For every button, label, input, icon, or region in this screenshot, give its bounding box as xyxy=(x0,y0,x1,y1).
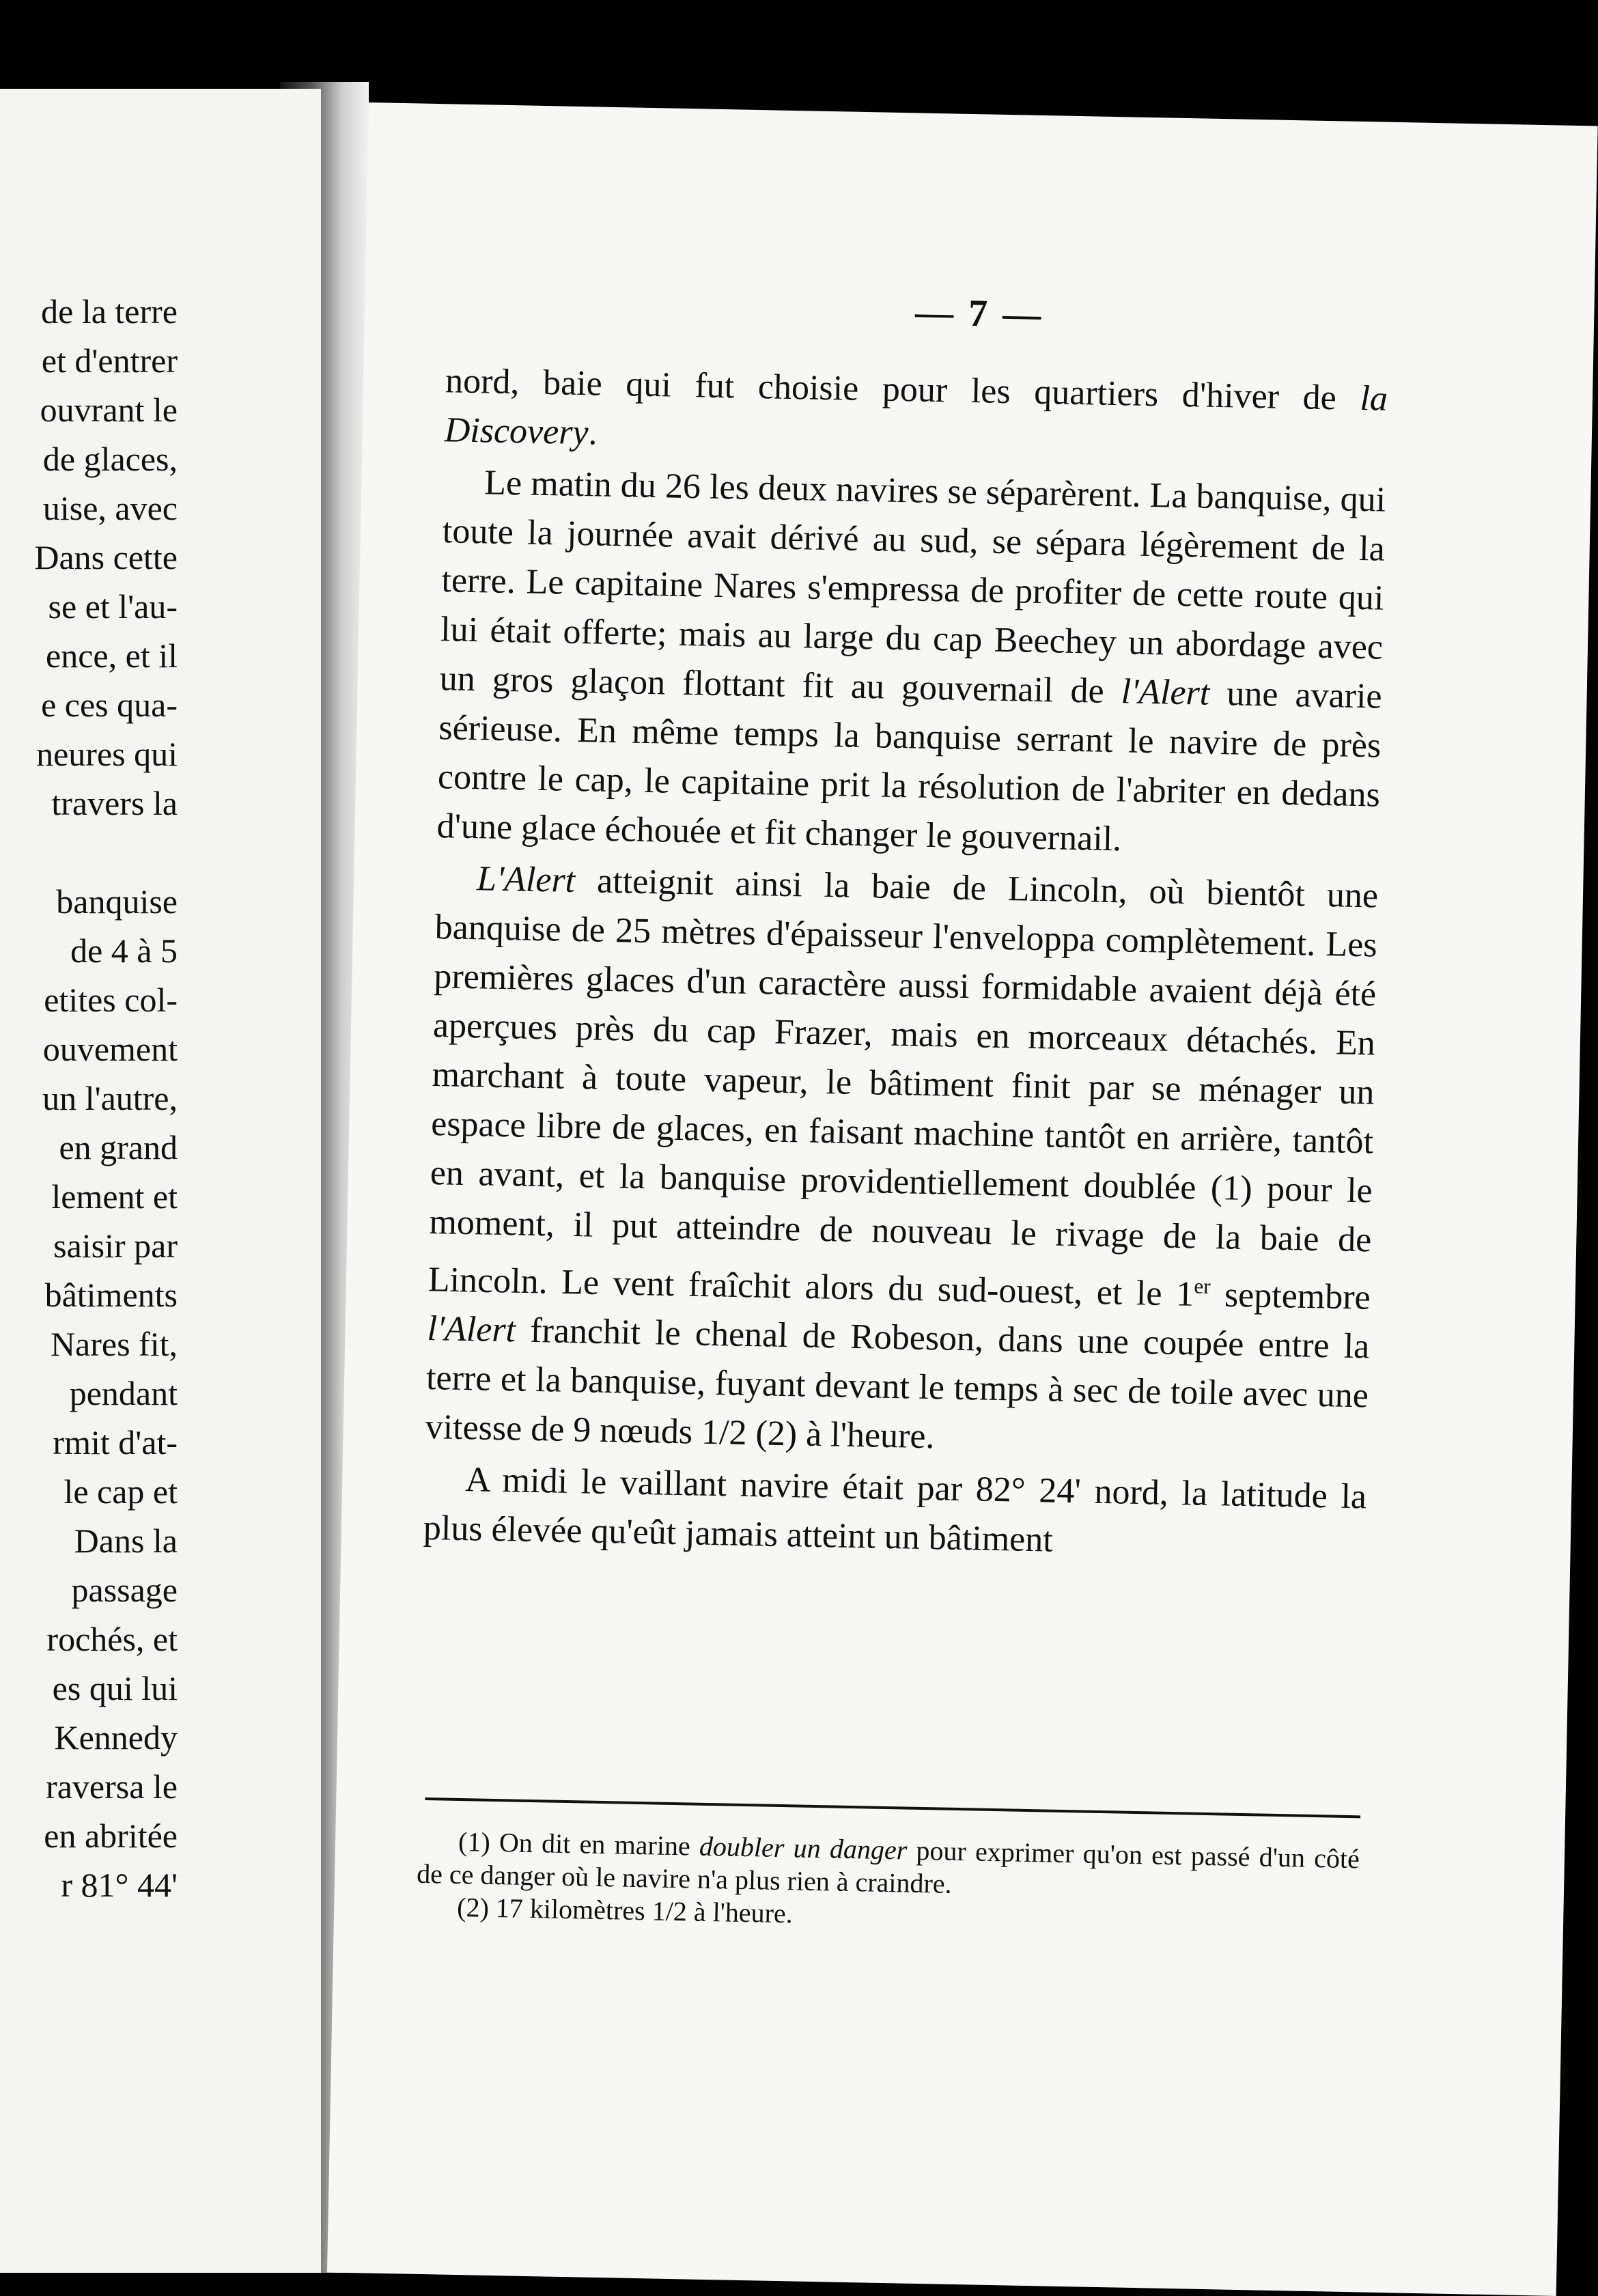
left-page xyxy=(0,89,321,2273)
footnote-2: (2) 17 kilomètres 1/2 à l'heure. xyxy=(456,1891,794,1929)
left-page-line: bâtiments xyxy=(44,1276,178,1314)
footnotes xyxy=(416,1825,1360,1941)
paragraph-3: L'Alert atteignit ainsi la baie de Lincoln, où bientôt une banquise de 25 mètres d'épaisseur l'enveloppa complètement. Les premières glaces d'un caractère aussi formidable avaient déjà été aperçues près du cap Frazer, mais en morceaux détachés. En marchant à toute vapeur, le bâtiment finit par se ménager un espace libre de glaces, en faisant machine tantôt en arrière, tantôt en avant, et la banquise providentiellement doublée (1) pour le moment, il put atteindre de nouveau le rivage de la baie de Lincoln. Le vent fraîchit alors du sud-ouest, et le 1er septembre l'Alert franchit le chenal de Robeson, dans une coupée entre la terre et la banquise, fuyant devant le temps à sec de toile avec une vitesse de 9 nœuds 1/2 (2) à l'heure. xyxy=(425,859,1379,1457)
left-page-line: banquise xyxy=(56,882,178,921)
left-page-line: passage xyxy=(71,1571,178,1609)
body-text xyxy=(423,356,1388,1571)
left-page-line: le cap et xyxy=(64,1472,178,1511)
left-page-line: se et l'au- xyxy=(48,587,178,626)
left-page-line: un l'autre, xyxy=(42,1079,178,1117)
paragraph-4: A midi le vaillant navire était par 82° 24' nord, la latitude la plus élevée qu'eût jamais atteint un bâtiment xyxy=(423,1460,1367,1560)
left-page-line: rochés, et xyxy=(46,1620,178,1658)
left-page-line: Dans cette xyxy=(34,538,178,576)
left-page-line: de glaces, xyxy=(42,440,178,478)
left-page-line: ouvrant le xyxy=(40,391,178,429)
left-page-line: Kennedy xyxy=(54,1718,178,1756)
left-page-line: et d'entrer xyxy=(41,341,178,380)
left-page-line: es qui lui xyxy=(52,1669,178,1707)
left-page-line: en grand xyxy=(59,1128,178,1166)
left-page-line: pendant xyxy=(69,1374,178,1412)
left-page-line: neures qui xyxy=(36,735,178,773)
left-page-line: rmit d'at- xyxy=(53,1423,178,1461)
left-page-line: raversa le xyxy=(46,1767,178,1806)
left-page-line: en abritée xyxy=(44,1817,178,1855)
right-page xyxy=(327,102,1598,2296)
paragraph-2: Le matin du 26 les deux navires se séparèrent. La banquise, qui toute la journée avait dérivé au sud, se sépara légèrement de la terre. Le capitaine Nares s'empressa de profiter de cette route qui lui était offerte; mais au large du cap Beechey un abordage avec un gros glaçon flottant fit au gouvernail de l'Alert une avarie sérieuse. En même temps la banquise serrant le navire de près contre le cap, le capitaine prit la résolution de l'abriter en dedans d'une glace échouée et fit changer le gouvernail. xyxy=(436,463,1386,859)
page-number: — 7 — xyxy=(914,291,1044,337)
left-page-line: uise, avec xyxy=(42,489,178,527)
left-page-line: lement et xyxy=(51,1177,178,1216)
left-page-line: ence, et il xyxy=(46,636,178,675)
left-page-line: Nares fit, xyxy=(50,1325,178,1363)
paragraph-1: nord, baie qui fut choisie pour les quartiers d'hiver de la Discovery. xyxy=(444,361,1388,453)
left-page-line: saisir par xyxy=(53,1227,178,1265)
footnote-1: (1) On dit en marine doubler un danger pour exprimer qu'on est passé d'un côté de ce danger où le navire n'a plus rien à craindre. xyxy=(416,1825,1360,1899)
left-page-line: r 81° 44' xyxy=(61,1866,178,1904)
left-page-line: de 4 à 5 xyxy=(70,932,178,970)
left-page-line: ouvement xyxy=(42,1030,178,1068)
left-page-line: de la terre xyxy=(41,292,178,331)
left-page-line: etites col- xyxy=(44,981,178,1019)
footnote-rule xyxy=(425,1797,1360,1818)
left-page-line: e ces qua- xyxy=(41,686,178,724)
left-page-line: travers la xyxy=(51,784,178,822)
left-page-line: Dans la xyxy=(74,1522,178,1560)
